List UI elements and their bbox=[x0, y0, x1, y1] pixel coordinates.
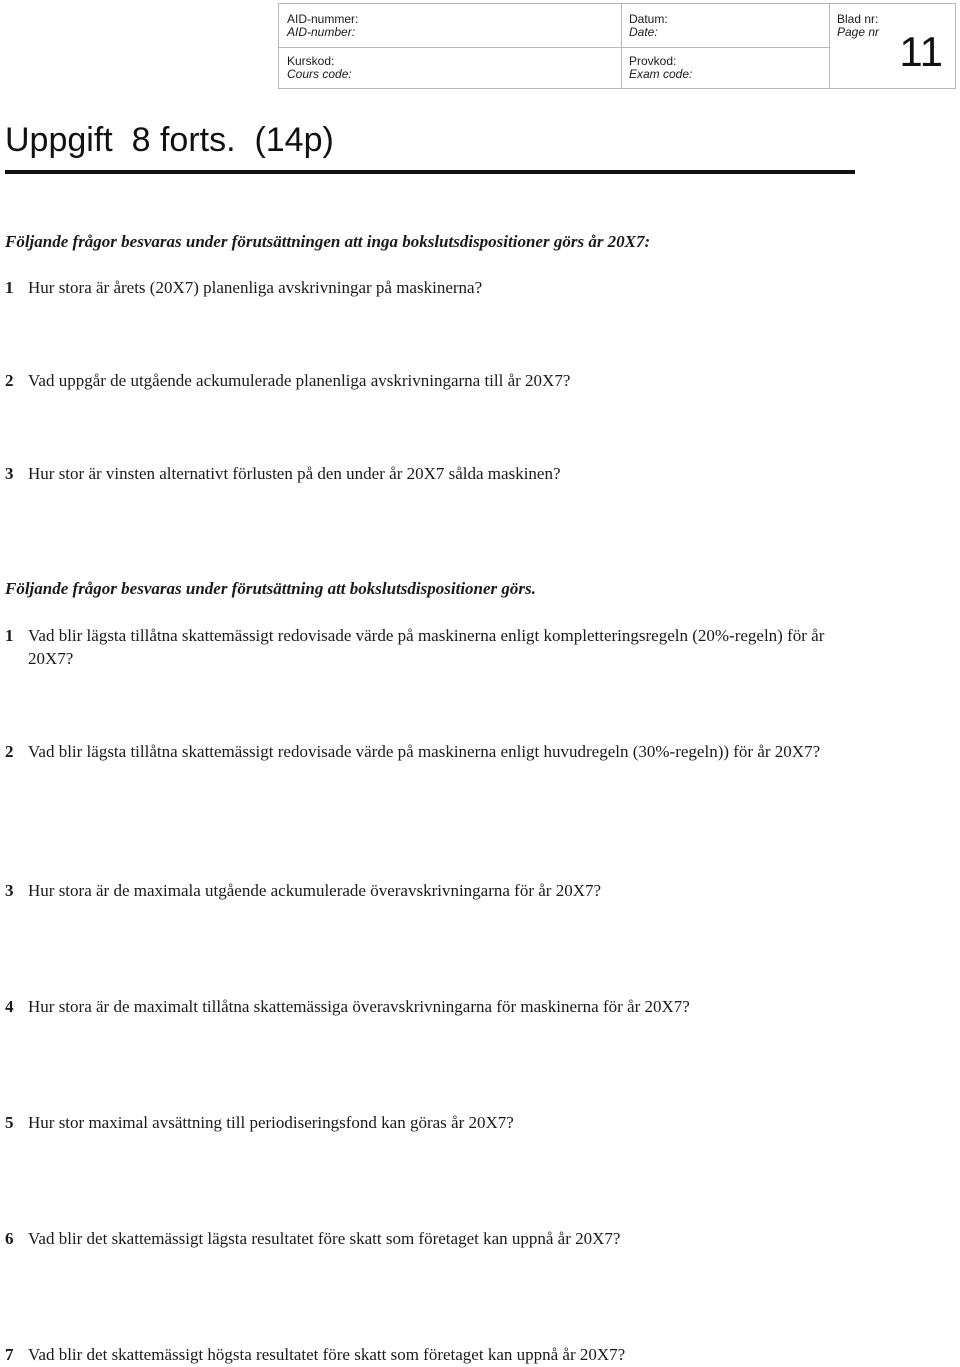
question-item bbox=[5, 276, 865, 299]
question-text: Hur stora är årets (20X7) planenliga avskrivningar på maskinerna? bbox=[28, 278, 483, 297]
question-item bbox=[5, 1111, 865, 1134]
exam-code-label-en: Exam code: bbox=[629, 67, 693, 81]
question-item bbox=[5, 624, 865, 670]
page-number-label: Blad nr: bbox=[837, 12, 879, 26]
section-heading: Följande frågor besvaras under förutsättningen att inga bokslutsdispositioner görs år 20X7: bbox=[5, 232, 651, 251]
question-number: 1 bbox=[5, 626, 14, 645]
question-number: 3 bbox=[5, 881, 14, 900]
question-text: Hur stor maximal avsättning till periodiseringsfond kan göras år 20X7? bbox=[28, 1113, 514, 1132]
question-text: Hur stor är vinsten alternativt förlusten på den under år 20X7 sålda maskinen? bbox=[28, 464, 561, 483]
question-item bbox=[5, 1343, 865, 1366]
question-number: 2 bbox=[5, 742, 14, 761]
question-number: 3 bbox=[5, 464, 14, 483]
exam-header bbox=[278, 3, 956, 89]
date-field[interactable] bbox=[629, 13, 668, 39]
question-item bbox=[5, 995, 865, 1018]
question-text: Vad blir lägsta tillåtna skattemässigt redovisade värde på maskinerna enligt huvudregeln (30%-regeln)) för år 20X7? bbox=[28, 742, 821, 761]
question-text: Vad blir det skattemässigt lägsta resultatet före skatt som företaget kan uppnå år 20X7? bbox=[28, 1229, 621, 1248]
question-text: Vad blir det skattemässigt högsta resultatet före skatt som företaget kan uppnå år 20X7? bbox=[28, 1345, 626, 1364]
aid-number-field[interactable] bbox=[287, 13, 358, 39]
question-number: 7 bbox=[5, 1345, 14, 1364]
course-code-label-en: Cours code: bbox=[287, 67, 352, 81]
header-divider bbox=[621, 4, 622, 88]
question-number: 2 bbox=[5, 371, 14, 390]
question-number: 4 bbox=[5, 997, 14, 1016]
header-divider bbox=[829, 4, 830, 88]
question-item bbox=[5, 879, 865, 902]
course-code-field[interactable] bbox=[287, 55, 352, 81]
question-number: 6 bbox=[5, 1229, 14, 1248]
question-text: Hur stora är de maximalt tillåtna skattemässiga överavskrivningarna för maskinerna för år 20X7? bbox=[28, 997, 690, 1016]
exam-code-label: Provkod: bbox=[629, 54, 677, 68]
question-text: Vad uppgår de utgående ackumulerade planenliga avskrivningarna till år 20X7? bbox=[28, 371, 571, 390]
section-heading: Följande frågor besvaras under förutsättning att bokslutsdispositioner görs. bbox=[5, 579, 536, 598]
question-number: 5 bbox=[5, 1113, 14, 1132]
exam-code-field[interactable] bbox=[629, 55, 692, 81]
title-underline bbox=[5, 170, 855, 174]
question-number: 1 bbox=[5, 278, 14, 297]
question-text: Hur stora är de maximala utgående ackumulerade överavskrivningarna för år 20X7? bbox=[28, 881, 602, 900]
page-number-field bbox=[837, 13, 879, 39]
date-label-en: Date: bbox=[629, 25, 658, 39]
question-item bbox=[5, 369, 865, 392]
page-title: Uppgift 8 forts. (14p) bbox=[5, 121, 334, 159]
aid-number-label: AID-nummer: bbox=[287, 12, 359, 26]
header-divider bbox=[279, 47, 830, 48]
page-number-label-en: Page nr bbox=[837, 25, 880, 39]
course-code-label: Kurskod: bbox=[287, 54, 335, 68]
date-label: Datum: bbox=[629, 12, 668, 26]
question-item bbox=[5, 1227, 865, 1250]
question-text: Vad blir lägsta tillåtna skattemässigt redovisade värde på maskinerna enligt kompletteringsregeln (20%-regeln) för år 20X7? bbox=[28, 626, 825, 668]
question-item bbox=[5, 740, 865, 763]
aid-number-label-en: AID-number: bbox=[287, 25, 356, 39]
question-item bbox=[5, 462, 865, 485]
page-number: 11 bbox=[899, 28, 943, 75]
